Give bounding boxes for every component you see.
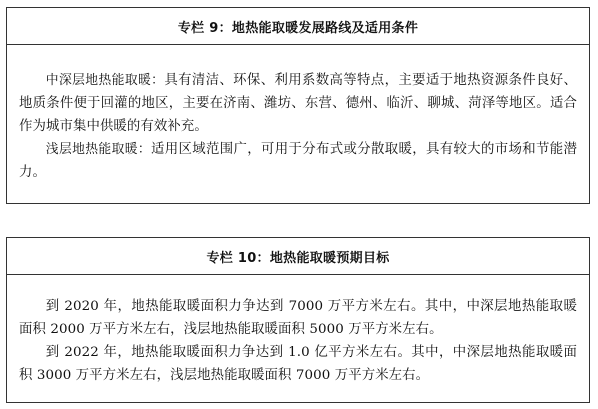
paragraph-target-2020: 到 2020 年，地热能取暖面积力争达到 7000 万平方米左右。其中，中深层地热能取暖面积 2000 万平方米左右，浅层地热能取暖面积 5000 万平方米左右。 [19,299,577,337]
paragraph-shallow-geothermal [19,138,577,184]
paragraph-text: 具有清洁、环保、利用系数高等特点，主要适于地热资源条件良好、地质条件便于回灌的地区，主要在济南、潍坊、东营、德州、临沂、聊城、菏泽等地区。适合作为城市集中供暖的有效补充。 [19,73,578,134]
info-box-expected-targets [6,237,590,403]
info-box-route-conditions [6,7,590,204]
box-title: 专栏 10：地热能取暖预期目标 [7,238,589,275]
paragraph-text: 适用区域范围广，可用于分布式或分散取暖，具有较大的市场和节能潜力。 [19,142,577,180]
box-title: 专栏 9：地热能取暖发展路线及适用条件 [7,8,589,45]
paragraph-target-2022: 到 2022 年，地热能取暖面积力争达到 1.0 亿平方米左右。其中，中深层地热能取暖面积 3000 万平方米左右，浅层地热能取暖面积 7000 万平方米左右。 [19,345,577,383]
box-body [7,45,589,184]
paragraph-lead: 中深层地热能取暖： [45,73,165,88]
box-body [7,275,589,387]
paragraph-deep-geothermal [19,69,577,138]
paragraph-lead: 浅层地热能取暖： [45,142,152,157]
